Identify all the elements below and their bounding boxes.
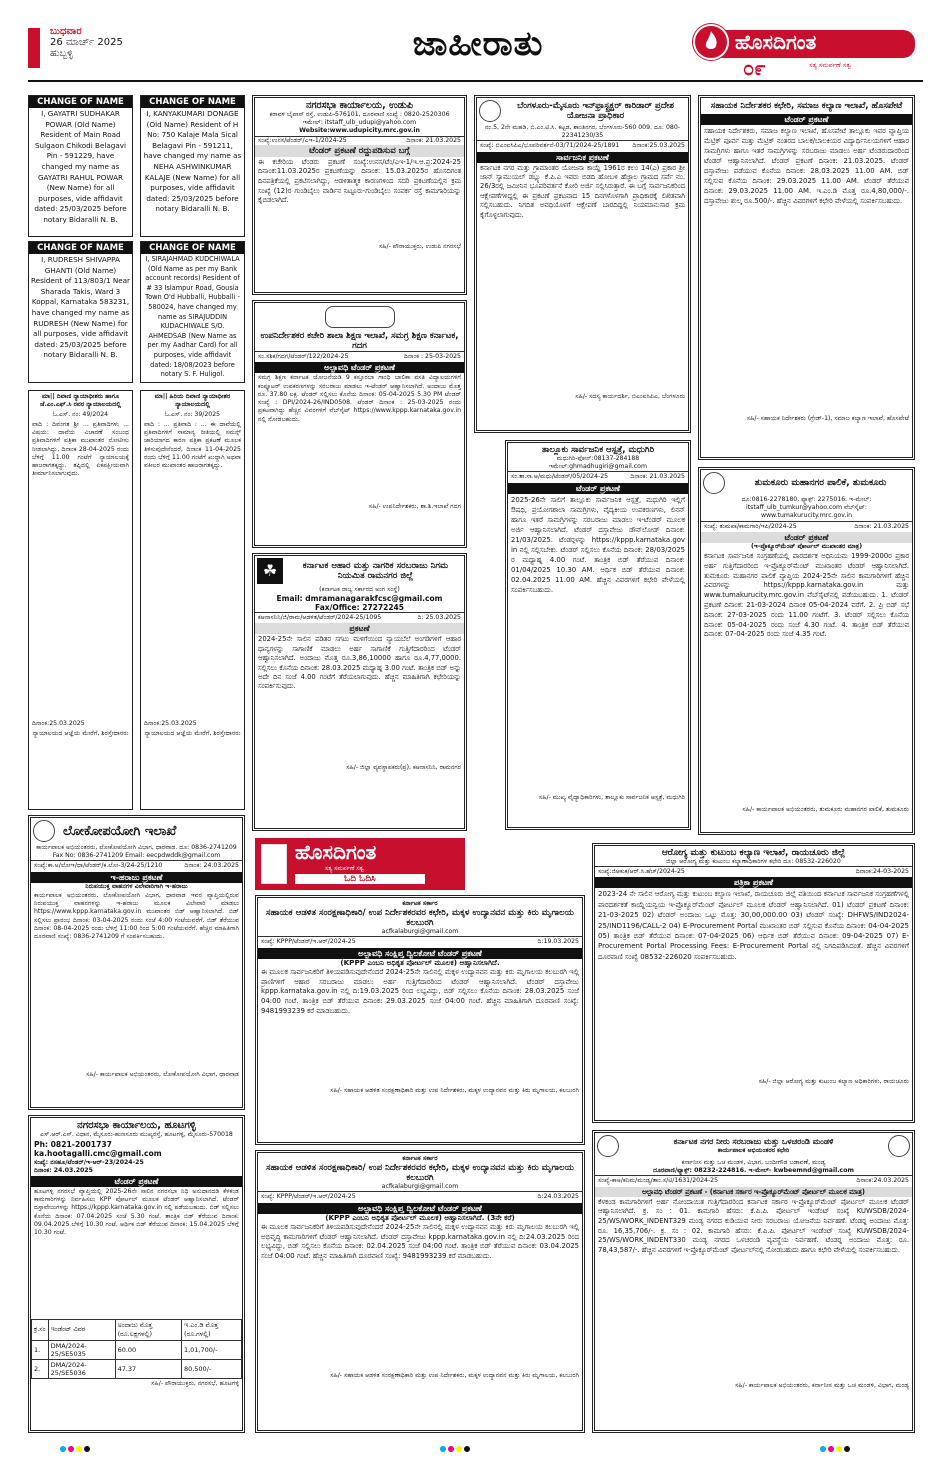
court-notice-head: ಮಾ|| ಹಿರಿಯ ದಿವಾಣಿ ನ್ಯಾಯಾಧೀಶರ ನ್ಯಾಯಾಲಯದಲ್ಲಿ [154,393,231,409]
table-cell: 1,01,700/- [181,1340,241,1359]
kalaburagi2-org: ಸಹಾಯಕ ಆಡಳಿತ ಸಂರಕ್ಷಣಾಧಿಕಾರಿ/ ಉಪ ನಿರ್ದೇಶಕರವರ ಕಛೇರಿ, ಮಕ್ಕಳ ಉದ್ಯಾನವನ ಮತ್ತು ಕಿರು ಮೃಗಾಲಯ ಕಲಬುರಗಿ [266,1163,574,1184]
hootagalli-body: ಹೂಟಗಳ್ಳಿ ನಗರಸಭೆ ವ್ಯಾಪ್ತಿಯಲ್ಲಿ 2025-26ನೇ ಸಾಲಿನ ನಗರಸಭಾ ನಿಧಿ ಅನುದಾನದಡಿ ಕೆಳಕಂಡ ಕಾಮಗಾರಿಗಳನ್ನು ನಿರ್ವಹಿಸಲು KPP ಪೋರ್ಟಲ್ ಮೂಲಕ ಟೆಂಡರ್ ಆಹ್ವಾನಿಸಲಾಗಿದೆ. ಟೆಂಡರ್ ದಸ್ತಾವೇಜುಗಳನ್ನು https://kppp.karnataka.gov.in ನಲ್ಲಿ ಪಡೆಯಬಹುದು. ಬಿಡ್ ಸಲ್ಲಿಸಲು ಕೊನೆಯ ದಿನಾಂಕ: 07.04.2025 ಸಂಜೆ 5.30 ಗಂಟೆ. ತಾಂತ್ರಿಕ ಬಿಡ್ ತೆರೆಯುವ ದಿನಾಂಕ: 09.04.2025 ಬೆಳಿಗ್ಗೆ 10.30 ಗಂಟೆ. ಆರ್ಥಿಕ ಬಿಡ್ ತೆರೆಯುವ ದಿನಾಂಕ: 15.04.2025 ಬೆಳಿಗ್ಗೆ 10.30 ಗಂಟೆ. [34,1187,239,1237]
promo-sub: ಸತ್ಯ ಸಮರ್ಪಣೆ ಸತ್ವ [325,865,364,872]
gadag-ref: ಸಂ.ಸಶಿಕ/ಗದಗ/ಟೆಂಡರ್/122/2024-25 [258,353,349,360]
ramanagara-header [255,556,464,586]
raichur-notice [592,843,915,1123]
ramanagara-fax: Fax/Office: 27272245 [315,603,404,613]
mandya-addr: ಕರ್ನಾನೀಸ ಮತ್ತು ಒಚ ಮಂಡಳಿ, ವಿಭಾಗ, ಬಂದೀಗೌಡ ಬಡಾವಣೆ, ಮಂಡ್ಯ [681,1159,826,1166]
raichur-date: ದಿನಾಂಕ:24-03-2025 [855,868,909,876]
court-notice-head: ಮಾ|| ದಿವಾಣಿ ನ್ಯಾಯಾಧೀಶರು ಹಾಗೂ ಜೆ.ಎಂ.ಎಫ್.ಸಿ ರವರ ನ್ಯಾಯಾಲಯದಲ್ಲಿ [40,393,121,409]
udupi-ref: ಸಂಖ್ಯೆ:ಉನಸ/ಟೆಂಡರ್/ಎಇ-1/2024-25 [258,136,347,144]
kalaburagi1-sign: ಸಹಿ/- ಸಹಾಯಕ ಆಡಳಿತ ಸಂರಕ್ಷಣಾಧಿಕಾರಿ ಮತ್ತು ಉಪ ನಿರ್ದೇಶಕರು, ಮಕ್ಕಳ ಉದ್ಯಾನವನ ಮತ್ತು ಕಿರು ಮೃಗಾಲಯ, ಕಲಬುರಗಿ [330,1086,579,1094]
tumakuru-header [701,470,912,496]
tumakuru-date: ದಿನಾಂಕ: 21.03.2025 [854,522,909,530]
kalaburagi1-heading: ಅಲ್ಪಾವಧಿ ಸಂಕ್ಷಿಪ್ತ ದ್ವಿಲಕೋಟೆ ಟೆಂಡರ್ ಪ್ರಕಟಣೆ [258,948,582,959]
table-header-cell: ಇ.ಎಂ.ಡಿ ಮೊತ್ತ (ರೂ.ಗಳಲ್ಲಿ) [181,1319,241,1340]
masthead [28,22,923,90]
tumakuru-logo-icon [703,472,725,494]
madhugiri-sign: ಸಹಿ/- ಮುಖ್ಯ ವೈದ್ಯಾಧಿಕಾರಿಗಳು, ತಾಲ್ಲೂಕು ಸಾರ್ವಜನಿಕ ಆಸ್ಪತ್ರೆ, ಮಧುಗಿರಿ [538,793,685,801]
lokopayogi-ref-row [31,860,242,871]
ramanagara-org: ಕರ್ನಾಟಕ ಆಹಾರ ಮತ್ತು ನಾಗರಿಕ ಸರಬರಾಜು ನಿಗಮ ನಿಯಮಿತ ರಾಮನಗರ ಜಿಲ್ಲೆ [302,561,449,581]
table-cell: 60.00 [115,1340,181,1359]
table-header-row [32,1319,242,1340]
hosapete-sign: ಸಹಿ/- ಸಹಾಯಕ ನಿರ್ದೇಶಕರು (ಗ್ರೇಡ್-1), ಸಮಾಜ ಕಲ್ಯಾಣ ಇಲಾಖೆ, ಹೊಸಪೇಟೆ [746,415,909,422]
lokopayogi-date: ದಿನಾಂಕ: 24.03.2025 [184,862,239,870]
karnataka-emblem-icon [33,820,55,842]
paper-tagline: ಸತ್ಯ ಸಮರ್ಪಣೆ ಸತ್ವ [809,61,851,69]
bmicpa-org: ಬೆಂಗಳೂರು-ಮೈಸೂರು ಇನ್‍ಫ್ರಾಸ್ಟ್ರಕ್ಚರ್ ಕಾರಿಡಾರ್ ಪ್ರದೇಶ ಯೋಜನಾ ಪ್ರಾಧಿಕಾರ [517,101,674,121]
day-label: ಬುಧವಾರ [50,26,82,37]
udupi-date: ದಿನಾಂಕ: 21.03.2025 [406,136,461,144]
court-case-number: ಓ.ಎಸ್. ನಂ: 39/2025 [164,411,221,419]
change-of-name-title: CHANGE OF NAME [29,96,132,108]
ramanagara-heading: ಪ್ರಕಟಣೆ [255,623,464,634]
kalaburagi2-date: ದಿ:24.03.2025 [537,1193,579,1201]
hootagalli-date: ದಿನಾಂಕ: 24.03.2025 [34,1167,93,1175]
hootagalli-contact: Ph: 0821-2001737 ka.hootagalli.cmc@gmail.com [34,1140,162,1159]
lokopayogi-addr: ಕಾರ್ಯಪಾಲಕ ಅಭಿಯಂತರರು, ಲೋಕೋಪಯೋಗಿ ವಿಭಾಗ, ಧಾರವಾಡ. ದೂ: 0836-2741209 Fax No: 0836-2741209 Email: eecpdwddk@gmail.com [36,844,237,860]
tumakuru-sub: (ಇ-ಪ್ರೊಕ್ಯೂರ್‌ಮೆಂಟ್ ಪೋರ್ಟಲ್ ಮುಖಾಂತರ ಮಾತ್ರ) [750,542,863,550]
table-header-cell: ಇಂಡೆಂಟ್ ವಿವರ [48,1319,115,1340]
mandya-org: ಕರ್ನಾಟಕ ನಗರ ನೀರು ಸರಬರಾಜು ಮತ್ತು ಒಳಚರಂಡಿ ಮಂಡಳಿ [673,1136,834,1146]
tumakuru-sign: ಸಹಿ/- ಕಾರ್ಯಪಾಲಕ ಅಭಿಯಂತರರು, ತುಮಕೂರು ಮಹಾನಗರ ಪಾಲಿಕೆ, ತುಮಕೂರು [742,806,909,814]
kalaburagi2-heading: ಅಲ್ಪಾವಧಿ ಸಂಕ್ಷಿಪ್ತ ದ್ವಿಲಕೋಟೆ ಟೆಂಡರ್ ಪ್ರಕಟಣೆ [258,1203,582,1214]
gadag-body: ಸಮಗ್ರ ಶಿಕ್ಷಣ ಕರ್ನಾಟಕ ಯೋಜನೆಯಡಿ 9 ಕಸ್ತೂರಬಾ ಗಾಂಧಿ ಬಾಲಿಕಾ ವಸತಿ ವಿದ್ಯಾಲಯಗಳಿಗೆ ಕಂಪ್ಯೂಟರ್ ಉಪಕರಣಗಳನ್ನು ಸರಬರಾಜು ಮಾಡಲು ಇ-ಟೆಂಡರ್ ಆಹ್ವಾನಿಸಲಾಗಿದೆ. ಅಂದಾಜು ಮೊತ್ತ ರೂ. 37.80 ಲಕ್ಷ. ಟೆಂಡರ್ ಸಲ್ಲಿಸಲು ಕೊನೆಯ ದಿನಾಂಕ: 05-04-2025 5.30 PM ಟೆಂಡರ್ ಸಂಖ್ಯೆ : DPI/2024-26/IND0508. ಟೆಂಡರ್ ದಿನಾಂಕ : 25-03-2025 ರಂದು ಪ್ರಕಟವಾಗಿದ್ದು ಹೆಚ್ಚಿನ ವಿವರಗಳಿಗೆ ವೆಬ್‍ಸೈಟ್ https://www.kppp.karnataka.gov.in ನಲ್ಲಿ ನೋಡಬಹುದು. [258,374,461,423]
court-notice-body: ವಾದಿ : ದಿವಂಗತ ಶ್ರೀ ... ಪ್ರತಿವಾದಿಗಳು ... ವಿಷಯ: ದಾವೆಯ ವಿಚಾರಣೆ ಸಂಬಂಧ ಪ್ರತಿವಾದಿಗಳಿಗೆ ಪತ್ರಿಕಾ ಮುಖಾಂತರ ನೋಟೀಸು ನೀಡಲಾಗಿದ್ದು, ದಿನಾಂಕ 28-04-2025 ರಂದು ಬೆಳಿಗ್ಗೆ 11.00 ಗಂಟೆಗೆ ನ್ಯಾಯಾಲಯಕ್ಕೆ ಹಾಜರಾಗತಕ್ಕದ್ದು. ತಪ್ಪಿದಲ್ಲಿ ಏಕಪಕ್ಷೀಯವಾಗಿ ತೀರ್ಮಾನಿಸಲಾಗುವುದು. [32,420,129,478]
tumakuru-heading: ಟೆಂಡರ್ ಪ್ರಕಟಣೆ [701,532,912,543]
raichur-ref-row [595,866,912,877]
promo-band: ಓದಿ ಓದಿಸಿ [295,874,425,884]
ramanagara-notice [252,553,467,831]
hootagalli-ref: ಸಂಖ್ಯೆ: ನಸಹೂ/ಟೆಂಡರ್/ಇ-ಆರ್-23/2024-25 [34,1159,144,1167]
change-of-name-4 [140,241,245,383]
masthead-rule [28,80,923,82]
hosapete-notice [698,95,915,460]
hosadiganta-promo [255,838,465,890]
hootagalli-table [31,1319,242,1379]
change-of-name-title: CHANGE OF NAME [141,242,244,254]
mandya-sign: ಸಹಿ/- ಕಾರ್ಯಪಾಲಕ ಅಭಿಯಂತರರು, ಕರ್ನಾನೀಸ ಮತ್ತು ಒಚ ಮಂಡಳಿ, ವಿಭಾಗ, ಮಂಡ್ಯ [735,1381,909,1389]
kalaburagi2-sub: (KPPP ಎಂಬನಿ ಅಧಿಕೃತ ಪೋರ್ಟಲ್ ಮೂಲಕ) ಆಹ್ವಾನಿಸಲಾಗಿದೆ. (3ನೇ ಕರೆ) [325,1212,515,1222]
lokopayogi-sub: ನಿರುಪಯುಕ್ತ ವಾಹನಗಳ ವಿಲೇವಾರಿಗಾಗಿ ಇ-ಹರಾಜು [85,882,188,890]
raichur-body: 2023-24 ನೇ ಸಾಲಿನ ಆರೋಗ್ಯ ಮತ್ತು ಕುಟುಂಬ ಕಲ್ಯಾಣ ಇಲಾಖೆ, ರಾಯಚೂರು ಜಿಲ್ಲೆ ವತಿಯಿಂದ ಕರ್ನಾಟಕ ಸಾರ್ವಜನಿಕ ಸಂಗ್ರಹಣೆಗಳಲ್ಲಿ ಪಾರದರ್ಶಕತೆ ಕಾಯ್ದೆಯನ್ವಯ ಇ-ಪ್ರೊಕ್ಯೂರ್‌ಮೆಂಟ್ ಪೋರ್ಟಲ್ ಮೂಲಕ ಟೆಂಡರ್ ಆಹ್ವಾನಿಸಲಾಗಿದೆ. 01) ಟೆಂಡರ್ ಪ್ರಕಟಣೆ ದಿನಾಂಕ: 21-03-2025 02) ಟೆಂಡರ್ ಅಂದಾಜು ಒಟ್ಟು ಮೊತ್ತ: 30,00,000.00 03) ಟೆಂಡರ್ ಸಂಖ್ಯೆ: DHFWS/IND2024-25/IND1196/CALL-2 04) E-Procurement Portal ಮುಖಾಂತರ ಬಿಡ್ ಸಲ್ಲಿಸುವ ಕೊನೆಯ ದಿನಾಂಕ: 04-04-2025 05) ತಾಂತ್ರಿಕ ಬಿಡ್ ತೆರೆಯುವ ದಿನಾಂಕ: 07-04-2025 06) ಆರ್ಥಿಕ ಬಿಡ್ ತೆರೆಯುವ ದಿನಾಂಕ: 09-04-2025 07) E-Procurement Portal Processing Fees: E-Procurement Portal ನಲ್ಲಿ ನಿಗದಿಪಡಿಸಿದಂತೆ. ಹೆಚ್ಚಿನ ವಿವರಗಳಿಗೆ ದೂರವಾಣಿ ಸಂಖ್ಯೆ 08532-226020 ಸಂಪರ್ಕಿಸಬಹುದು. [598,890,909,961]
ramanagara-email: Email: dmramanagarakfcsc@gmail.com [276,594,443,604]
bmicpa-date: ದಿನಾಂಕ:25.03.2025 [632,142,685,150]
change-of-name-body: I, SIRAJAHMAD KUDCHIWALA (Old Name as per my Bank account records) Resident of # 33 Islampur Road, Gousia Town O'd Hubballi, Hubballi - 580024, have changed my name as SIRAJUDDIN KUDACHIWALE S/O. AHMEDSAB (New Name as per my Aadhar Card) for all purposes, vide affidavit dated: 18/08/2023 before notary S. F. Huligol. [145,255,240,379]
bmicpa-addr: ನಂ.5, 2ನೇ ಮಹಡಿ, ಬಿ.ಎಂ.ಟಿ.ಸಿ. ಕಟ್ಟಡ, ಶಾಂತಿನಗರ, ಬೆಂಗಳೂರು-560 009. ದೂ: 080-22341230/35 [484,124,681,140]
bmicpa-ref: ಸಂಖ್ಯೆ: ಬಿಎಂಐಸಿಪಿಎ/ಭೂಪರಿವರ್ತನೆ-03/71/2024-25/1891 [480,142,620,150]
ramanagara-ref: ಕಆನಾಸನಿನಿ/ಜಿ/ರಾಮ/ಆಡಳಿತ/ಟೆಂಡರ್/2024-25/1095 [258,614,382,622]
registration-marks-bottom-right [820,1446,850,1452]
udupi-ref-row [255,136,464,145]
tumakuru-ref: ಸಂಖ್ಯೆ: ತುಮಪಾ/ಕಾಮಗಾರಿ/ಇಪಿ/2024-25 [704,522,797,530]
kalaburagi-notice-1 [255,895,585,1145]
karnataka-map-icon [888,1135,910,1157]
mandya-header [595,1133,912,1159]
raichur-contact: ಜಿಲ್ಲಾ ಆರೋಗ್ಯ ಮತ್ತು ಕುಟುಂಬ ಕಲ್ಯಾಣಾಧಿಕಾರಿಗಳ ಕಛೇರಿ ದೂ: 08532-226020 [666,858,841,865]
gadag-ref-row [255,351,464,362]
madhugiri-addr: ಮಧುಗಿರಿ-ಫೋನ್:08137-284188 ಇಮೇಲ್:ghmadhugiri@gmail.com [549,455,647,471]
raichur-ref: ಸಂಖ್ಯೆ:ಜಿಆಕುಕ/ಆರ್.ಸಿ.ಹೆಚ್/2024-25 [598,868,685,876]
raichur-heading: ಪತ್ರಿಕಾ ಪ್ರಕಟಣೆ [595,877,912,888]
bmicpa-ref-row [477,140,688,151]
raichur-org: ಆರೋಗ್ಯ ಮತ್ತು ಕುಟುಂಬ ಕಲ್ಯಾಣ ಇಲಾಖೆ, ರಾಯಚೂರು ಜಿಲ್ಲೆ [661,848,846,858]
hootagalli-sign: ಸಹಿ/- ಪೌರಾಯುಕ್ತರು, ನಗರಸಭೆ, ಹೂಟಗಳ್ಳಿ [151,1379,239,1387]
kalaburagi-notice-2 [255,1150,585,1433]
change-of-name-body: I, GAYATRI SUDHAKAR POWAR (Old Name) Resident of Main Road Sulgaon Chikodi Belagavi Pin - 591229, have changed my name as GAYATRI RAHUL POWAR (New Name) for all purposes, vide affidavit dated: 25/03/2025 before notary Bidaralli N. B. [34,109,127,224]
flame-icon [693,24,729,60]
mandya-ref-row [595,1175,912,1186]
registration-marks-bottom-left [60,1446,90,1452]
kalaburagi1-email: acfkalaburgi@gmail.com [381,928,459,936]
mandya-date: ದಿನಾಂಕ:24.03.2025 [856,1177,909,1185]
ramanagara-body: 2024-25ನೇ ಸಾಲಿನ ಪಡಿತರ ಸಗಟು ಮಳಿಗೆಯಿಂದ ನ್ಯಾಯಬೆಲೆ ಅಂಗಡಿಗಳಿಗೆ ಆಹಾರ ಧಾನ್ಯಗಳನ್ನು ಸಾಗಾಣಿಕೆ ಮಾಡಲು ಅರ್ಹ ಸಾಗಾಣಿಕೆ ಗುತ್ತಿಗೆದಾರರಿಂದ ಟೆಂಡರ್ ಆಹ್ವಾನಿಸಲಾಗಿದೆ. ಅಂದಾಜು ಮೊತ್ತ ರೂ.3,86,10000 ಹಾಗೂ ರೂ.4,77,0000. ಸಲ್ಲಿಸಲು ಕೊನೆಯ ದಿನಾಂಕ: 28.03.2025 ಮಧ್ಯಾಹ್ನ 3.00 ಗಂಟೆ. ತಾಂತ್ರಿಕ ಬಿಡ್ ಅನ್ನು ಅದೇ ದಿನ ಸಂಜೆ 4.00 ಗಂಟೆಗೆ ತೆರೆಯಲಾಗುವುದು. ಹೆಚ್ಚಿನ ಮಾಹಿತಿಗಾಗಿ ಕಛೇರಿಯನ್ನು ಸಂಪರ್ಕಿಸುವುದು. [258,635,461,691]
gadag-heading: ಅಲ್ಪಾವಧಿ ಟೆಂಡರ್ ಪ್ರಕಟಣೆ [255,362,464,373]
masthead-left-bar [28,28,40,68]
court-notice-date: ದಿನಾಂಕ:25.03.2025 [144,719,197,727]
mandya-ref: ಸಂಖ್ಯೆ-ಕಾಅ/ಕನಿಮ/ಮಂಡ್ಯ/ತಾಂ.ಸ/ಟಿ/1631/2024-25 [598,1177,719,1185]
mandya-heading: ಅಲ್ಪಾವಧಿ ಟೆಂಡರ್ ಪ್ರಕಟಣೆ - (ಕರ್ನಾಟಕ ಸರ್ಕಾರ ಇ-ಪ್ರೊಕ್ಯೂರ್‌ಮೆಂಟ್ ಪೋರ್ಟಲ್ ಮೂಲಕ ಮಾತ್ರ) [595,1187,912,1197]
udupi-heading: ಟೆಂಡರ್ ಪ್ರಕಟಣೆ ರದ್ದುಪಡಿಸುವ ಬಗ್ಗೆ [255,145,464,157]
kalaburagi2-ref-row [258,1191,582,1202]
madhugiri-org: ತಾಲ್ಲೂಕು ಸಾರ್ವಜನಿಕ ಆಸ್ಪತ್ರೆ, ಮಧುಗಿರಿ [541,445,655,455]
ramanagara-date: ದಿ: 25.03.2025 [417,614,461,622]
wheat-logo-icon: ☘ [257,558,283,584]
mandya-titles [619,1137,888,1155]
tumakuru-org: ತುಮಕೂರು ಮಹಾನಗರ ಪಾಲಿಕೆ, ತುಮಕೂರು [754,478,887,488]
court-notice-date: ದಿನಾಂಕ:25.03.2025 [32,719,85,727]
tumakuru-ref-row [701,521,912,532]
bmicpa-heading: ಸಾರ್ವಜನಿಕ ಪ್ರಕಟಣೆ [477,152,688,163]
court-notice-body: ವಾದಿ : ... ಪ್ರತಿವಾದಿ : ... ಈ ದಾವೆಯಲ್ಲಿ ಪ್ರತಿವಾದಿಗಳಿಗೆ ಸಾಮಾನ್ಯ ರೀತಿಯಲ್ಲಿ ಸಮನ್ಸ್ ಜಾರಿಯಾಗದ ಕಾರಣ ಪತ್ರಿಕಾ ಪ್ರಕಟಣೆ ಮೂಲಕ ತಿಳಿಸುವುದೇನೆಂದರೆ, ದಿನಾಂಕ 11-04-2025 ರಂದು ಬೆಳಿಗ್ಗೆ 11.00 ಗಂಟೆಗೆ ಖುದ್ದಾಗಿ ಅಥವಾ ವಕೀಲರ ಮುಖಾಂತರ ಹಾಜರಾಗತಕ್ಕದ್ದು. [144,420,241,470]
lokopayogi-body: ಕಾರ್ಯಪಾಲಕ ಅಭಿಯಂತರರು, ಲೋಕೋಪಯೋಗಿ ವಿಭಾಗ, ಧಾರವಾಡ ಇವರ ವ್ಯಾಪ್ತಿಯಲ್ಲಿರುವ ನಿರುಪಯುಕ್ತ ವಾಹನಗಳನ್ನು ಇ-ಹರಾಜು ಮೂಲಕ ವಿಲೇವಾರಿ ಮಾಡಲು https://www.kppp.karnataka.gov.in ಮುಖಾಂತರ ಬಿಡ್ ಆಹ್ವಾನಿಸಲಾಗಿದೆ. ಬಿಡ್ ಸಲ್ಲಿಸಲು ಪ್ರಾರಂಭ ದಿನಾಂಕ: 03-04-2025 ರಂದು ಸಂಜೆ 4:00 ಗಂಟೆಯವರೆಗೆ. ಬಿಡ್ ತೆರೆಯುವ ದಿನಾಂಕ: 08-04-2025 ರಂದು ಬೆಳಿಗ್ಗೆ 11:00 ರಿಂದ 5:00 ಗಂಟೆಯವರೆಗೆ. ಹೆಚ್ಚಿನ ಮಾಹಿತಿಗಾಗಿ ದೂರವಾಣಿ ಸಂಖ್ಯೆ: 0836-2741209 ಗೆ ಸಂಪರ್ಕಿಸಬಹುದು. [34,891,239,941]
kalaburagi1-date: ದಿ:19.03.2025 [537,938,579,946]
kalaburagi2-body: ಈ ಮೂಲಕ ಸಾರ್ವಜನಿಕರಿಗೆ ತಿಳಿಯಪಡಿಸುವುದೇನೆಂದರೆ 2024-25ನೇ ಸಾಲಿನಲ್ಲಿ ಮಕ್ಕಳ ಉದ್ಯಾನವನ ಮತ್ತು ಕಿರು ಮೃಗಾಲಯ ಕಲಬುರಗಿ ಇಲ್ಲಿ ಅಭಿವೃದ್ಧಿ ಕಾಮಗಾರಿಗಳಿಗೆ ಟೆಂಡರ್ ಆಹ್ವಾನಿಸಲಾಗಿದೆ. ಟೆಂಡರ್ ದಸ್ತಾವೇಜು kppp.karnataka.gov.in ನಲ್ಲಿ ದಿ:24.03.2025 ರಿಂದ ಲಭ್ಯವಿದ್ದು, ಬಿಡ್ ಸಲ್ಲಿಸಲು ಕೊನೆಯ ದಿನಾಂಕ: 02.04.2025 ಸಂಜೆ 04:00 ಗಂಟೆ. ತಾಂತ್ರಿಕ ಬಿಡ್ ತೆರೆಯುವ ದಿನಾಂಕ: 03.04.2025 ಸಂಜೆ 04:00 ಗಂಟೆ. ಹೆಚ್ಚಿನ ಮಾಹಿತಿಗಾಗಿ ದೂರವಾಣಿ ಸಂಖ್ಯೆ: 9481993239 ಕರೆ ಮಾಡಬಹುದು. [261,1222,579,1261]
hosapete-heading: ಟೆಂಡರ್ ಪ್ರಕಟಣೆ [701,114,912,125]
kalaburagi1-ref-row [258,936,582,947]
table-cell: 1. [32,1340,49,1359]
hosapete-org: ಸಹಾಯಕ ನಿರ್ದೇಶಕರ ಕಛೇರಿ, ಸಮಾಜ ಕಲ್ಯಾಣ ಇಲಾಖೆ, ಹೊಸಪೇಟೆ [710,101,903,111]
table-cell: DMA/2024-25/SE5036 [48,1359,115,1378]
mandya-sub: ಕಾರ್ಯಪಾಲಕ ಅಭಿಯಂತರರ ಕಛೇರಿ [717,1146,790,1154]
change-of-name-title: CHANGE OF NAME [141,96,244,108]
table-row [32,1340,242,1359]
table-cell: 80,500/- [181,1359,241,1378]
promo-thumbnail-icon [261,844,287,884]
promo-title: ಹೊಸದಿಗಂತ [295,840,377,864]
kalaburagi1-org: ಸಹಾಯಕ ಆಡಳಿತ ಸಂರಕ್ಷಣಾಧಿಕಾರಿ/ ಉಪ ನಿರ್ದೇಶಕರವರ ಕಛೇರಿ, ಮಕ್ಕಳ ಉದ್ಯಾನವನ ಮತ್ತು ಕಿರು ಮೃಗಾಲಯ ಕಲಬುರಗಿ [266,908,574,929]
tumakuru-contact: ದೂ:0816-2278180, ಫ್ಯಾಕ್ಸ್: 2275016. ಇ-ಮೇಲ್: itstaff_ulb_tumkur@yahoo.com ವೆಬ್‍ಸೈಟ್: www.tumakurucity.mrc.gov.in [741,496,872,520]
bmicpa-sign: ಸಹಿ/- ಸದಸ್ಯ ಕಾರ್ಯದರ್ಶಿ, ಬಿಎಂಐಸಿಪಿಎ, ಬೆಂಗಳೂರು [575,392,685,400]
bmicpa-body: ಕರ್ನಾಟಕ ನಗರ ಮತ್ತು ಗ್ರಾಮಾಂತರ ಯೋಜನಾ ಕಾಯ್ದೆ 1961ರ ಕಲಂ 14(ಎ) ಪ್ರಕಾರ ಶ್ರೀ ಜಾನ್ ಸ್ಯಾಮುಯಲ್ ಡಬ್ಲ್ಯು ಕೆ.ಪಿ.ಎ ಇವರು ಬಿಡದಿ ಹೋಬಳಿ ಹೆಜ್ಜಾಲ ಗ್ರಾಮದ ಸರ್ವೆ ನಂ. 26/3ರಲ್ಲಿ ಜಮೀನಿನ ಭೂಪರಿವರ್ತನೆ ಕೋರಿ ಅರ್ಜಿ ಸಲ್ಲಿಸಿರುತ್ತಾರೆ. ಈ ಬಗ್ಗೆ ಸಾರ್ವಜನಿಕರಿಂದ ಆಕ್ಷೇಪಣೆಗಳಿದ್ದಲ್ಲಿ ಈ ಪ್ರಕಟಣೆ ಪ್ರಕಟವಾದ 15 ದಿನಗಳೊಳಗಾಗಿ ಪ್ರಾಧಿಕಾರಕ್ಕೆ ಲಿಖಿತವಾಗಿ ಸಲ್ಲಿಸಬಹುದು. ನಿಗದಿತ ಅವಧಿಯೊಳಗೆ ಆಕ್ಷೇಪಣೆ ಬಾರದಿದ್ದಲ್ಲಿ ನಿಯಮಾನುಸಾರ ಕ್ರಮ ಕೈಗೊಳ್ಳಲಾಗುವುದು. [480,163,685,219]
table-cell: 47.37 [115,1359,181,1378]
kalaburagi2-sign: ಸಹಿ/- ಸಹಾಯಕ ಆಡಳಿತ ಸಂರಕ್ಷಣಾಧಿಕಾರಿ ಮತ್ತು ಉಪ ನಿರ್ದೇಶಕರು, ಮಕ್ಕಳ ಉದ್ಯಾನವನ ಮತ್ತು ಕಿರು ಮೃಗಾಲಯ, ಕಲಬುರಗಿ [330,1371,579,1379]
gadag-notice [252,300,467,548]
court-notice-2 [140,390,245,810]
mandya-body: ಕೆಳಕಂಡ ಕಾಮಗಾರಿಗಳಿಗೆ ಅರ್ಹ ನೋಂದಾಯಿತ ಗುತ್ತಿಗೆದಾರರಿಂದ ಕರ್ನಾಟಕ ಸರ್ಕಾರ ಇ-ಪ್ರೊಕ್ಯೂರ್‌ಮೆಂಟ್ ಪೋರ್ಟಲ್ ಮೂಲಕ ಟೆಂಡರ್ ಆಹ್ವಾನಿಸಲಾಗಿದೆ. ಕ್ರ. ಸಂ : 01. ಕಾಮಗಾರಿ ಹೆಸರು: ಕೆ.ಪಿ.ಪಿ. ಪೋರ್ಟಲ್ ಇಂಡೆಂಟ್ ಸಂಖ್ಯೆ KUWSDB/2024-25/WS/WORK_INDENT329 ಮಂಡ್ಯ ನಗರದ ಕುಡಿಯುವ ನೀರು ಸರಬರಾಜು ಯೋಜನೆಯ ನಿರ್ವಹಣೆ. ಟೆಂಡರ್‍ನ ಅಂದಾಜು ಮೊತ್ತ: ರೂ. 16,35,706/-. ಕ್ರ. ಸಂ : 02. ಕಾಮಗಾರಿ ಹೆಸರು: ಕೆ.ಪಿ.ಪಿ. ಪೋರ್ಟಲ್ ಇಂಡೆಂಟ್ ಸಂಖ್ಯೆ KUWSDB/2024-25/WS/WORK_INDENT330 ಮಂಡ್ಯ ನಗರದ ಒಳಚರಂಡಿ ವ್ಯವಸ್ಥೆಯ ನಿರ್ವಹಣೆ. ಟೆಂಡರ್‍ನ ಅಂದಾಜು ಮೊತ್ತ: ರೂ. 78,43,587/-. ಹೆಚ್ಚಿನ ವಿವರಗಳಿಗೆ ಇ-ಪ್ರೊಕ್ಯೂರ್‌ಮೆಂಟ್ ಪೋರ್ಟಲ್‍ನಲ್ಲಿ ನೋಡಬಹುದು ಹಾಗೂ ಕಛೇರಿ ವೇಳೆಯಲ್ಲಿ ಸಂಪರ್ಕಿಸಬಹುದು. [598,1197,909,1255]
change-of-name-title: CHANGE OF NAME [29,242,132,254]
table-cell: 2. [32,1359,49,1378]
kalaburagi2-dept: ಕರ್ನಾಟಕ ಸರ್ಕಾರ [402,1155,438,1162]
hootagalli-org: ನಗರಸಭಾ ಕಾರ್ಯಾಲಯ, ಹೂಟಗಳ್ಳಿ [77,1120,196,1131]
madhugiri-notice [505,440,691,830]
lokopayogi-ref: ಸಂಖ್ಯೆ:ಕಾ.ಅ/ಲೋಇ/ಧಾ/ಟೆಂಡರ್/ಕ.ಲೋ-3/24-25/1210 [34,862,163,870]
table-header-cell: ಅಂದಾಜು ಮೊತ್ತ (ರೂ.ಲಕ್ಷಗಳಲ್ಲಿ) [115,1319,181,1340]
hootagalli-addr: ಎಸ್.ಆರ್.ಎಸ್. ವಿಧಾನ, ಮೈಸೂರು-ಹುಣಸೂರು ಮುಖ್ಯರಸ್ತೆ, ಹೂಟಗಳ್ಳಿ, ಮೈಸೂರು-570018 [40,1131,233,1138]
gadag-logo-row [255,303,464,331]
lokopayogi-heading: ಇ-ಹರಾಜು ಪ್ರಕಟಣೆ [31,872,242,883]
gadag-sign: ಸಹಿ/- ಉಪನಿರ್ದೇಶಕರು, ಶಾ.ಶಿ.ಇಲಾಖೆ ಗದಗ [368,503,461,511]
udupi-notice [252,95,467,295]
bmicpa-header [477,98,688,124]
kalaburagi2-email: acfkalaburgi@gmail.com [381,1183,459,1191]
madhugiri-ref: ಸಂ.ತಾ.ಸಾ.ಆ/ಮಧು/ಟೆಂಡರ್/05/2024-25 [511,473,609,481]
raichur-sign: ಸಹಿ/- ಜಿಲ್ಲಾ ಆರೋಗ್ಯ ಮತ್ತು ಕುಟುಂಬ ಕಲ್ಯಾಣ ಅಧಿಕಾರಿಗಳು, ರಾಯಚೂರು [758,1078,909,1086]
hootagalli-heading: ಟೆಂಡರ್ ಪ್ರಕಟಣೆ [31,1176,242,1187]
change-of-name-3 [28,241,133,383]
madhugiri-heading: ಟೆಂಡರ್ ಪ್ರಕಟಣೆ [508,483,688,494]
kalaburagi1-body: ಈ ಮೂಲಕ ಸಾರ್ವಜನಿಕರಿಗೆ ತಿಳಿಯಪಡಿಸುವುದೇನೆಂದರೆ 2024-25ನೇ ಸಾಲಿನಲ್ಲಿ ಮಕ್ಕಳ ಉದ್ಯಾನವನ ಮತ್ತು ಕಿರು ಮೃಗಾಲಯ ಕಲಬುರಗಿ ಇಲ್ಲಿ ಪ್ರಾಣಿಗಳಿಗೆ ಆಹಾರ ಸರಬರಾಜು ಮಾಡಲು ಅರ್ಹ ಗುತ್ತಿಗೆದಾರರಿಂದ ಟೆಂಡರ್ ಆಹ್ವಾನಿಸಲಾಗಿದೆ. ಟೆಂಡರ್ ದಸ್ತಾವೇಜು kppp.karnataka.gov.in ನಲ್ಲಿ ದಿ:19.03.2025 ರಿಂದ ಲಭ್ಯವಿದ್ದು, ಬಿಡ್ ಸಲ್ಲಿಸಲು ಕೊನೆಯ ದಿನಾಂಕ: 28.03.2025 ಸಂಜೆ 04:00 ಗಂಟೆ. ತಾಂತ್ರಿಕ ಬಿಡ್ ತೆರೆಯುವ ದಿನಾಂಕ: 29.03.2025 ಸಂಜೆ 04:00 ಗಂಟೆ. ಹೆಚ್ಚಿನ ಮಾಹಿತಿಗಾಗಿ ದೂರವಾಣಿ ಸಂಖ್ಯೆ: 9481993239 ಕರೆ ಮಾಡಬಹುದು. [261,967,579,1015]
bmicpa-logo-icon [479,100,501,122]
page-number: ೦೯ [743,56,766,80]
tumakuru-body: ಕರ್ನಾಟಕ ಸಾರ್ವಜನಿಕ ಸಂಗ್ರಹಣೆಯಲ್ಲಿ ಪಾರದರ್ಶಕ ಅಧಿನಿಯಮ 1999-2000ರ ಪ್ರಕಾರ ಅರ್ಹ ಗುತ್ತಿಗೆದಾರರಿಂದ ಇ-ಪ್ರೊಕ್ಯೂರ್‌ಮೆಂಟ್ ಮುಖಾಂತರ ಟೆಂಡರ್ ಆಹ್ವಾನಿಸಲಾಗಿದೆ. ತುಮಕೂರು ಮಹಾನಗರ ಪಾಲಿಕೆ ವ್ಯಾಪ್ತಿಯ 2024-25ನೇ ಸಾಲಿನ ಕಾಮಗಾರಿಗಳಿಗೆ ಹೆಚ್ಚಿನ ವಿವರಗಳನ್ನು https://kppp.karnataka.gov.in ಮತ್ತು www.tumakurucity.mrc.gov.in ವೆಬ್‍ಸೈಟ್‍ನಲ್ಲಿ ಪಡೆಯಬಹುದು. 1. ಟೆಂಡರ್ ಪ್ರಕಟಣೆ ದಿನಾಂಕ: 21-03-2024 ದಿನಾಂಕ 05-04-2024 ವರೆಗೆ. 2. ಪ್ರಿ ಬಿಡ್ ಸಭೆ ದಿನಾಂಕ: 27-03-2025 ರಂದು 11.00 ಗಂಟೆಗೆ. 3. ಟೆಂಡರ್ ಸಲ್ಲಿಸಲು ಕೊನೆಯ ದಿನಾಂಕ: 05-04-2025 ರಂದು ಸಂಜೆ 4.30 ಗಂಟೆ. 4. ತಾಂತ್ರಿಕ ಬಿಡ್ ತೆರೆಯುವ ದಿನಾಂಕ: 07-04-2025 ರಂದು ಸಂಜೆ 4.35 ಗಂಟೆ. [704,552,909,639]
udupi-sign: ಸಹಿ/- ಪೌರಾಯುಕ್ತರು, ಉಡುಪಿ ನಗರಸಭೆ [378,242,461,250]
mandya-notice [592,1130,915,1433]
court-case-number: ಓ.ಎಸ್. ನಂ: 49/2024 [52,411,109,419]
lokopayogi-org: ಲೋಕೋಪಯೋಗಿ ಇಲಾಖೆ [63,823,177,839]
table-header-cell: ಕ್ರ.ಸಂ [32,1319,49,1340]
kalaburagi1-sub: (KPPP ಎಂಬನಿ ಅಧಿಕೃತ ಪೋರ್ಟಲ್ ಮೂಲಕ) ಆಹ್ವಾನಿಸಲಾಗಿದೆ. [340,957,500,967]
udupi-addr: ಕರಾವಳಿ ಬೈಪಾಸ್ ರಸ್ತೆ, ಉಡುಪಿ-576101, ದೂರವಾಣಿ ಸಂಖ್ಯೆ : 0820-2520306 [269,111,450,118]
court-notice-sign: ನ್ಯಾಯಾಲಯದ ಆಜ್ಞೆಯ ಮೇರೆಗೆ, ಶಿರಸ್ತೇದಾರರು [144,729,241,737]
kuwsdb-logo-icon [597,1135,619,1157]
hootagalli-notice [28,1115,245,1433]
tumakuru-notice [698,467,915,835]
change-of-name-body: I, RUDRESH SHIVAPPA GHANTI (Old Name) Resident of 113/803/1 Near Sharada Takis, Ward 3 Koppal, Karnataka 583231, have changed my name as RUDRESH (New Name) for all purposes, vide affidavit dated: 25/03/2025 before notary Bidaralli N. B. [31,255,130,360]
samagra-shikshana-logo-icon [325,306,395,328]
udupi-web: Website:www.udupicity.mrc.gov.in [299,127,420,135]
court-notice-1 [28,390,133,810]
paper-name: ಹೊಸದಿಗಂತ [735,30,817,54]
ramanagara-sub: (ಕರ್ನಾಟಕ ರಾಜ್ಯ ಸರ್ಕಾರದ ಅಂಗ ಸಂಸ್ಥೆ) [319,586,400,593]
court-notice-sign: ನ್ಯಾಯಾಲಯದ ಆಜ್ಞೆಯ ಮೇರೆಗೆ, ಶಿರಸ್ತೇದಾರರು [32,729,129,737]
date-block [50,26,150,59]
lokopayogi-notice [28,815,245,1110]
hosapete-body: ಸಹಾಯಕ ನಿರ್ದೇಶಕರು, ಸಮಾಜ ಕಲ್ಯಾಣ ಇಲಾಖೆ, ಹೊಸಪೇಟೆ ತಾಲ್ಲೂಕು ಇವರ ವ್ಯಾಪ್ತಿಯ ಮೆಟ್ರಿಕ್ ಪೂರ್ವ ಮತ್ತು ಮೆಟ್ರಿಕ್ ನಂತರದ ಬಾಲಕ/ಬಾಲಕಿಯರ ವಿದ್ಯಾರ್ಥಿನಿಲಯಗಳಿಗೆ ಆಹಾರ ಸಾಮಗ್ರಿಗಳು ಹಾಗೂ ಇತರೆ ಸಾಮಗ್ರಿಗಳನ್ನು ಸರಬರಾಜು ಮಾಡಲು ಅರ್ಹ ಟೆಂಡರುದಾರರಿಂದ ಟೆಂಡರ್ ಆಹ್ವಾನಿಸಲಾಗಿದೆ. ಟೆಂಡರ್ ಪ್ರಕಟಣೆ ದಿನಾಂಕ: 21.03.2025. ಟೆಂಡರ್ ದಸ್ತಾವೇಜು ಪಡೆಯುವ ಕೊನೆಯ ದಿನಾಂಕ: 28.03.2025 11.00 AM. ಬಿಡ್ ಸಲ್ಲಿಸುವ ಕೊನೆಯ ದಿನಾಂಕ: 29.03.2025 11.00 AM. ಟೆಂಡರ್ ತೆರೆಯುವ ದಿನಾಂಕ: 29.03.2025 11.00 AM. ಇ.ಎಂ.ಡಿ ಮೊತ್ತ ರೂ.4,80,000/-. ದಸ್ತಾವೇಜು ಶುಲ್ಕ ರೂ.500/-. ಹೆಚ್ಚಿನ ವಿವರಗಳಿಗೆ ಕಛೇರಿ ವೇಳೆಯಲ್ಲಿ ಸಂಪರ್ಕಿಸಬಹುದು. [704,127,909,205]
table-row [32,1359,242,1378]
lokopayogi-sign: ಸಹಿ/- ಕಾರ್ಯಪಾಲಕ ಅಭಿಯಂತರರು, ಲೋಕೋಪಯೋಗಿ ವಿಭಾಗ, ಧಾರವಾಡ [86,1070,239,1078]
kalaburagi1-dept: ಕರ್ನಾಟಕ ಸರ್ಕಾರ [402,900,438,907]
udupi-email: ಇಮೇಲ್: itstaff_ulb_udupi@yahoo.com [302,119,417,127]
ramanagara-sign: ಸಹಿ/- ಜಿಲ್ಲಾ ವ್ಯವಸ್ಥಾಪಕರು(ಪ್ರ), ಕಆನಾಸನಿನಿ, ರಾಮನಗರ [346,764,461,772]
section-title: ಜಾಹೀರಾತು [412,24,544,64]
madhugiri-date: ದಿನಾಂಕ: 21.03.2025 [630,473,685,481]
gadag-date: ದಿನಾಂಕ : 25-03-2025 [403,353,461,360]
change-of-name-1 [28,95,133,237]
table-cell: DMA/2024-25/SE5035 [48,1340,115,1359]
mandya-contact: ದೂರವಾಣಿ/ಫ್ಯಾಕ್ಸ್: 08232-224816. ಇ-ಮೇಲ್- kwbeemnd@gmail.com [653,1167,854,1175]
city-label: ಹುಬ್ಬಳ್ಳಿ [50,48,73,59]
ramanagara-ref-row [255,612,464,623]
udupi-body: ಈ ಕಚೇರಿಯ ಟೆಂಡರು ಪ್ರಕಟಣೆ ಸಂಖ್ಯೆ:ಉನಸ/ಟೆಂ/ಎಇ-1/ಇ.ಆ.ಪ್ರ:2024-25 ದಿನಾಂಕ:11.03.2025ರ ಪ್ರಕಟಣೆಯನ್ನು ದಿನಾಂಕ: 15.03.2025ರ ಹೊಸದಿಗಂತ ದಿನಪತ್ರಿಕೆಯಲ್ಲಿ ಪ್ರಕಟಿಸಲಾಗಿದ್ದು, ಆಡಳಿತಾತ್ಮಕ ಕಾರಣಗಳಿಂದ ಸದರಿ ಪ್ರಕಟಣೆಯಲ್ಲಿನ ಕ್ರಮ ಸಂಖ್ಯೆ (12)ರ ಗುಂಡಿಬೈಲು ವಾರ್ಡಿನ ನಿಟ್ಟೂರು-ಗುಂಡಿಬೈಲು ಸಂಪರ್ಕ ರಸ್ತೆ ಕಾಮಗಾರಿಯನ್ನು ಕೈಬಿಡಲಾಗಿದೆ. [258,157,461,205]
madhugiri-body: 2025-26ನೇ ಸಾಲಿಗೆ ತಾಲ್ಲೂಕು ಸಾರ್ವಜನಿಕ ಆಸ್ಪತ್ರೆ, ಮಧುಗಿರಿ ಇಲ್ಲಿಗೆ ಔಷಧಿ, ಪ್ರಯೋಗಶಾಲಾ ಸಾಮಗ್ರಿಗಳು, ವೈದ್ಯಕೀಯ ಉಪಕರಣಗಳು, ಲಿನನ್ ಹಾಗೂ ಇತರೆ ಸಾಮಗ್ರಿಗಳನ್ನು ಸರಬರಾಜು ಮಾಡಲು ಇ-ಟೆಂಡರ್ ಮೂಲಕ ಅರ್ಜಿ ಆಹ್ವಾನಿಸಲಾಗಿದೆ. ಟೆಂಡರ್ ದಸ್ತಾವೇಜು ಡೌನ್‍ಲೋಡ್ ದಿನಾಂಕ: 21/03/2025. ಟೆಂಡರ್‍ಗಳನ್ನು https://kppp.karnataka.gov in ನಲ್ಲಿ ಸಲ್ಲಿಸಬೇಕು. ಟೆಂಡರ್ ಸಲ್ಲಿಸಲು ಕೊನೆಯ ದಿನಾಂಕ: 28/03/2025 ರ ಮಧ್ಯಾಹ್ನ 4.00 ಗಂಟೆ. ತಾಂತ್ರಿಕ ಬಿಡ್ ತೆರೆಯುವ ದಿನಾಂಕ: 01/04/2025 10.30 AM. ಆರ್ಥಿಕ ಬಿಡ್ ತೆರೆಯುವ ದಿನಾಂಕ: 02.04.2025 11.00 AM. ಹೆಚ್ಚಿನ ವಿವರಗಳಿಗೆ ಕಛೇರಿ ವೇಳೆಯಲ್ಲಿ ಸಂಪರ್ಕಿಸಬಹುದು. [511,495,685,594]
kalaburagi2-ref: ಸಂಖ್ಯೆ: KPPP/ಟೆಂಡರ್/ಇ.ಆರ್/2024-25 [261,1193,356,1201]
paper-logo [693,24,923,80]
date-label: 26 ಮಾರ್ಚ್ 2025 [50,37,123,48]
madhugiri-ref-row [508,471,688,482]
gadag-org: ಉಪನಿರ್ದೇಶಕರ ಕಚೇರಿ ಶಾಲಾ ಶಿಕ್ಷಣ ಇಲಾಖೆ, ಸಮಗ್ರ ಶಿಕ್ಷಣ ಕರ್ನಾಟಕ, ಗದಗ [260,331,459,351]
kalaburagi1-ref: ಸಂಖ್ಯೆ: KPPP/ಟೆಂಡರ್/ಇ.ಆರ್/2024-25 [261,938,356,946]
change-of-name-body: I, KANYAKUMARI DONAGE (Old Name) Resident of H No: 750 Kalaje Mala Sical Belagavi Pin - 591211, have changed my name as NEHA ASHWINKUMAR KALAJE (New Name) for all purposes, vide affidavit dated: 25/03/2025 before notary Bidaralli N. B. [143,109,242,214]
change-of-name-2 [140,95,245,237]
bmicpa-notice [474,95,691,433]
udupi-org: ನಗರಸಭಾ ಕಾರ್ಯಾಲಯ, ಉಡುಪಿ [306,100,413,111]
registration-marks-bottom-mid [440,1446,470,1452]
